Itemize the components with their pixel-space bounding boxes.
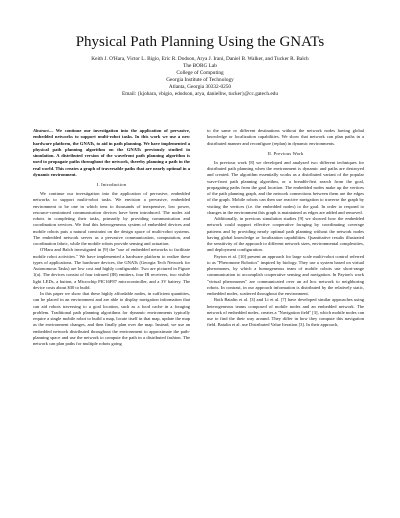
intro-paragraph-continued: to the same or different destinations without the network nodes having global knowledge or localization capabilities. We show that network can plan paths in a distributed manner and reconfigure (replan) in dynamic environments. [207, 128, 364, 146]
author-email: Email: {kjohara, vbigio, edodson, arya, danielbw, tucker}@cc.gatech.edu [122, 91, 278, 97]
previous-work-paragraph-1: In previous work [8] we developed and analyzed two different techniques for distributed path planning when the environment is dynamic and paths are destroyed and created. The algorithm essentially works as a distributed variant of the popular wave-front path planning algorithm, or a breadth-first search from the goal, propagating paths from the goal location. The embedded nodes make up the vertices of the path planning graph, and the network connections between them are the edges of the graph. Mobile robots can then use reactive navigation to traverse the graph by visiting the vertices (i.e. the embedded nodes) to the goal. In order to respond to changes in the environment this graph is maintained as edges are added and removed. [207, 159, 364, 215]
affiliation-institute: Georgia Institute of Technology [166, 77, 234, 83]
left-column [33, 128, 190, 347]
intro-paragraph-3: In this paper we show that these highly affordable nodes, in sufficient quantities, can be placed in an environment and are able to display navigation information that can aid robots traversing to a goal location, such as a food cache in a foraging problem. Traditional path planning algorithms for dynamic environments typically require a single mobile robot to build a map, locate itself in that map, update the map as the environment changes, and then finally plan over the map. Instead, we use an embedded network distributed throughout the environment to approximate the path-planning space and use the network to compute the path in a distributed fashion. The network can plan paths for multiple robots going [33, 291, 190, 346]
previous-work-paragraph-3: Payton et al. [10] present an approach for large scale multi-robot control referred to as "Pheromone Robotics" inspired by biology. They use a system based on virtual pheromones, by which a homogeneous team of mobile robots use short-range communication to accomplish cooperative sensing and navigation. In Payton's work "virtual pheromones" are communicated over an ad hoc network to neighboring robots. In contrast, in our approach information is distributed by the relatively static, embedded nodes, scattered throughout the environment. [207, 253, 364, 296]
abstract-label: Abstract [33, 128, 49, 133]
intro-paragraph-1: We continue our investigation into the application of pervasive, embedded networks to support multi-robot tasks. We envision a pervasive, embedded environment to be one in which tens to thousands of inexpensive, low power, resource-constrained communication devices have been introduced. The nodes aid robots in completing their tasks, primarily by providing communication and coordination services. We find this heterogeneous system of embedded devices and mobile robots puts a natural constraint on the design space of multi-robot systems. The embedded network serves as a pervasive communication, computation, and coordination fabric, while the mobile robots provide sensing and actuation. [33, 191, 190, 246]
paper-title: Physical Path Planning Using the GNATs [75, 34, 325, 50]
previous-work-paragraph-4: Both Batalin et al. [3] and Li et al. [7] have developed similar approaches using heterogeneous teams composed of mobile nodes and an embedded network. The network of embedded nodes, creates a "Navigation field" [3], which mobile nodes can use to find the their way around. They differ in how they compute this navigation field. Batalin et al. use Distributed Value Iteration [3]. In their approach, [207, 297, 364, 328]
affiliation-college: College of Computing [176, 70, 224, 76]
section-heading-introduction: I. Introduction [96, 182, 127, 187]
abstract [33, 128, 190, 178]
previous-work-paragraph-2: Additionally, in previous simulation studies [9] we showed how the embedded network could support effective cooperative foraging by coordinating coverage patterns and by providing nearly optimal path planning without the network nodes having global knowledge or localization capabilities. Quantitative results illustrated the sensitivity of the approach to different network sizes, environmental complexities, and deployment configuration. [207, 216, 364, 253]
intro-paragraph-2: O'Hara and Balch investigated in [9] the "use of embedded networks to facilitate mobile robot activities." We have implemented a hardware platform to realize these types of applications. The hardware devices, the GNATs (Georgia Tech Network for Autonomous Tasks) are low cost and highly configurable. Two are pictured in Figure 1(a). The devices consist of four infrared (IR) emitters, four IR receivers, two visible light LEDs, a button, a Microchip PIC16F87 microcontroller, and a 3V battery. The device costs about $30 to build. [33, 247, 190, 290]
author-list: Keith J. O'Hara, Victor L. Bigio, Eric R. Dodson, Arya J. Irani, Daniel B. Walker, and Tucker R. Balch [91, 56, 309, 62]
abstract-text: — We continue our investigation into the application of pervasive, embedded networks to support multi-robot tasks. In this work we use a new hardware platform, the GNATs, to aid in path planning. We have implemented a physical path planning algorithm on the GNATs previously studied in simulation. A distributed version of the wavefront path planning algorithm is used to propagate paths throughout the network, thereby planning a path in the real world. This creates a graph of traversable paths that are nearly optimal in a dynamic environment. [33, 128, 190, 177]
affiliation-address: Atlanta, Georgia 30332-0250 [168, 84, 232, 90]
section-heading-previous-work: II. Previous Work [267, 150, 304, 156]
affiliation-lab: The BORG Lab [183, 63, 217, 69]
right-column [207, 128, 364, 329]
